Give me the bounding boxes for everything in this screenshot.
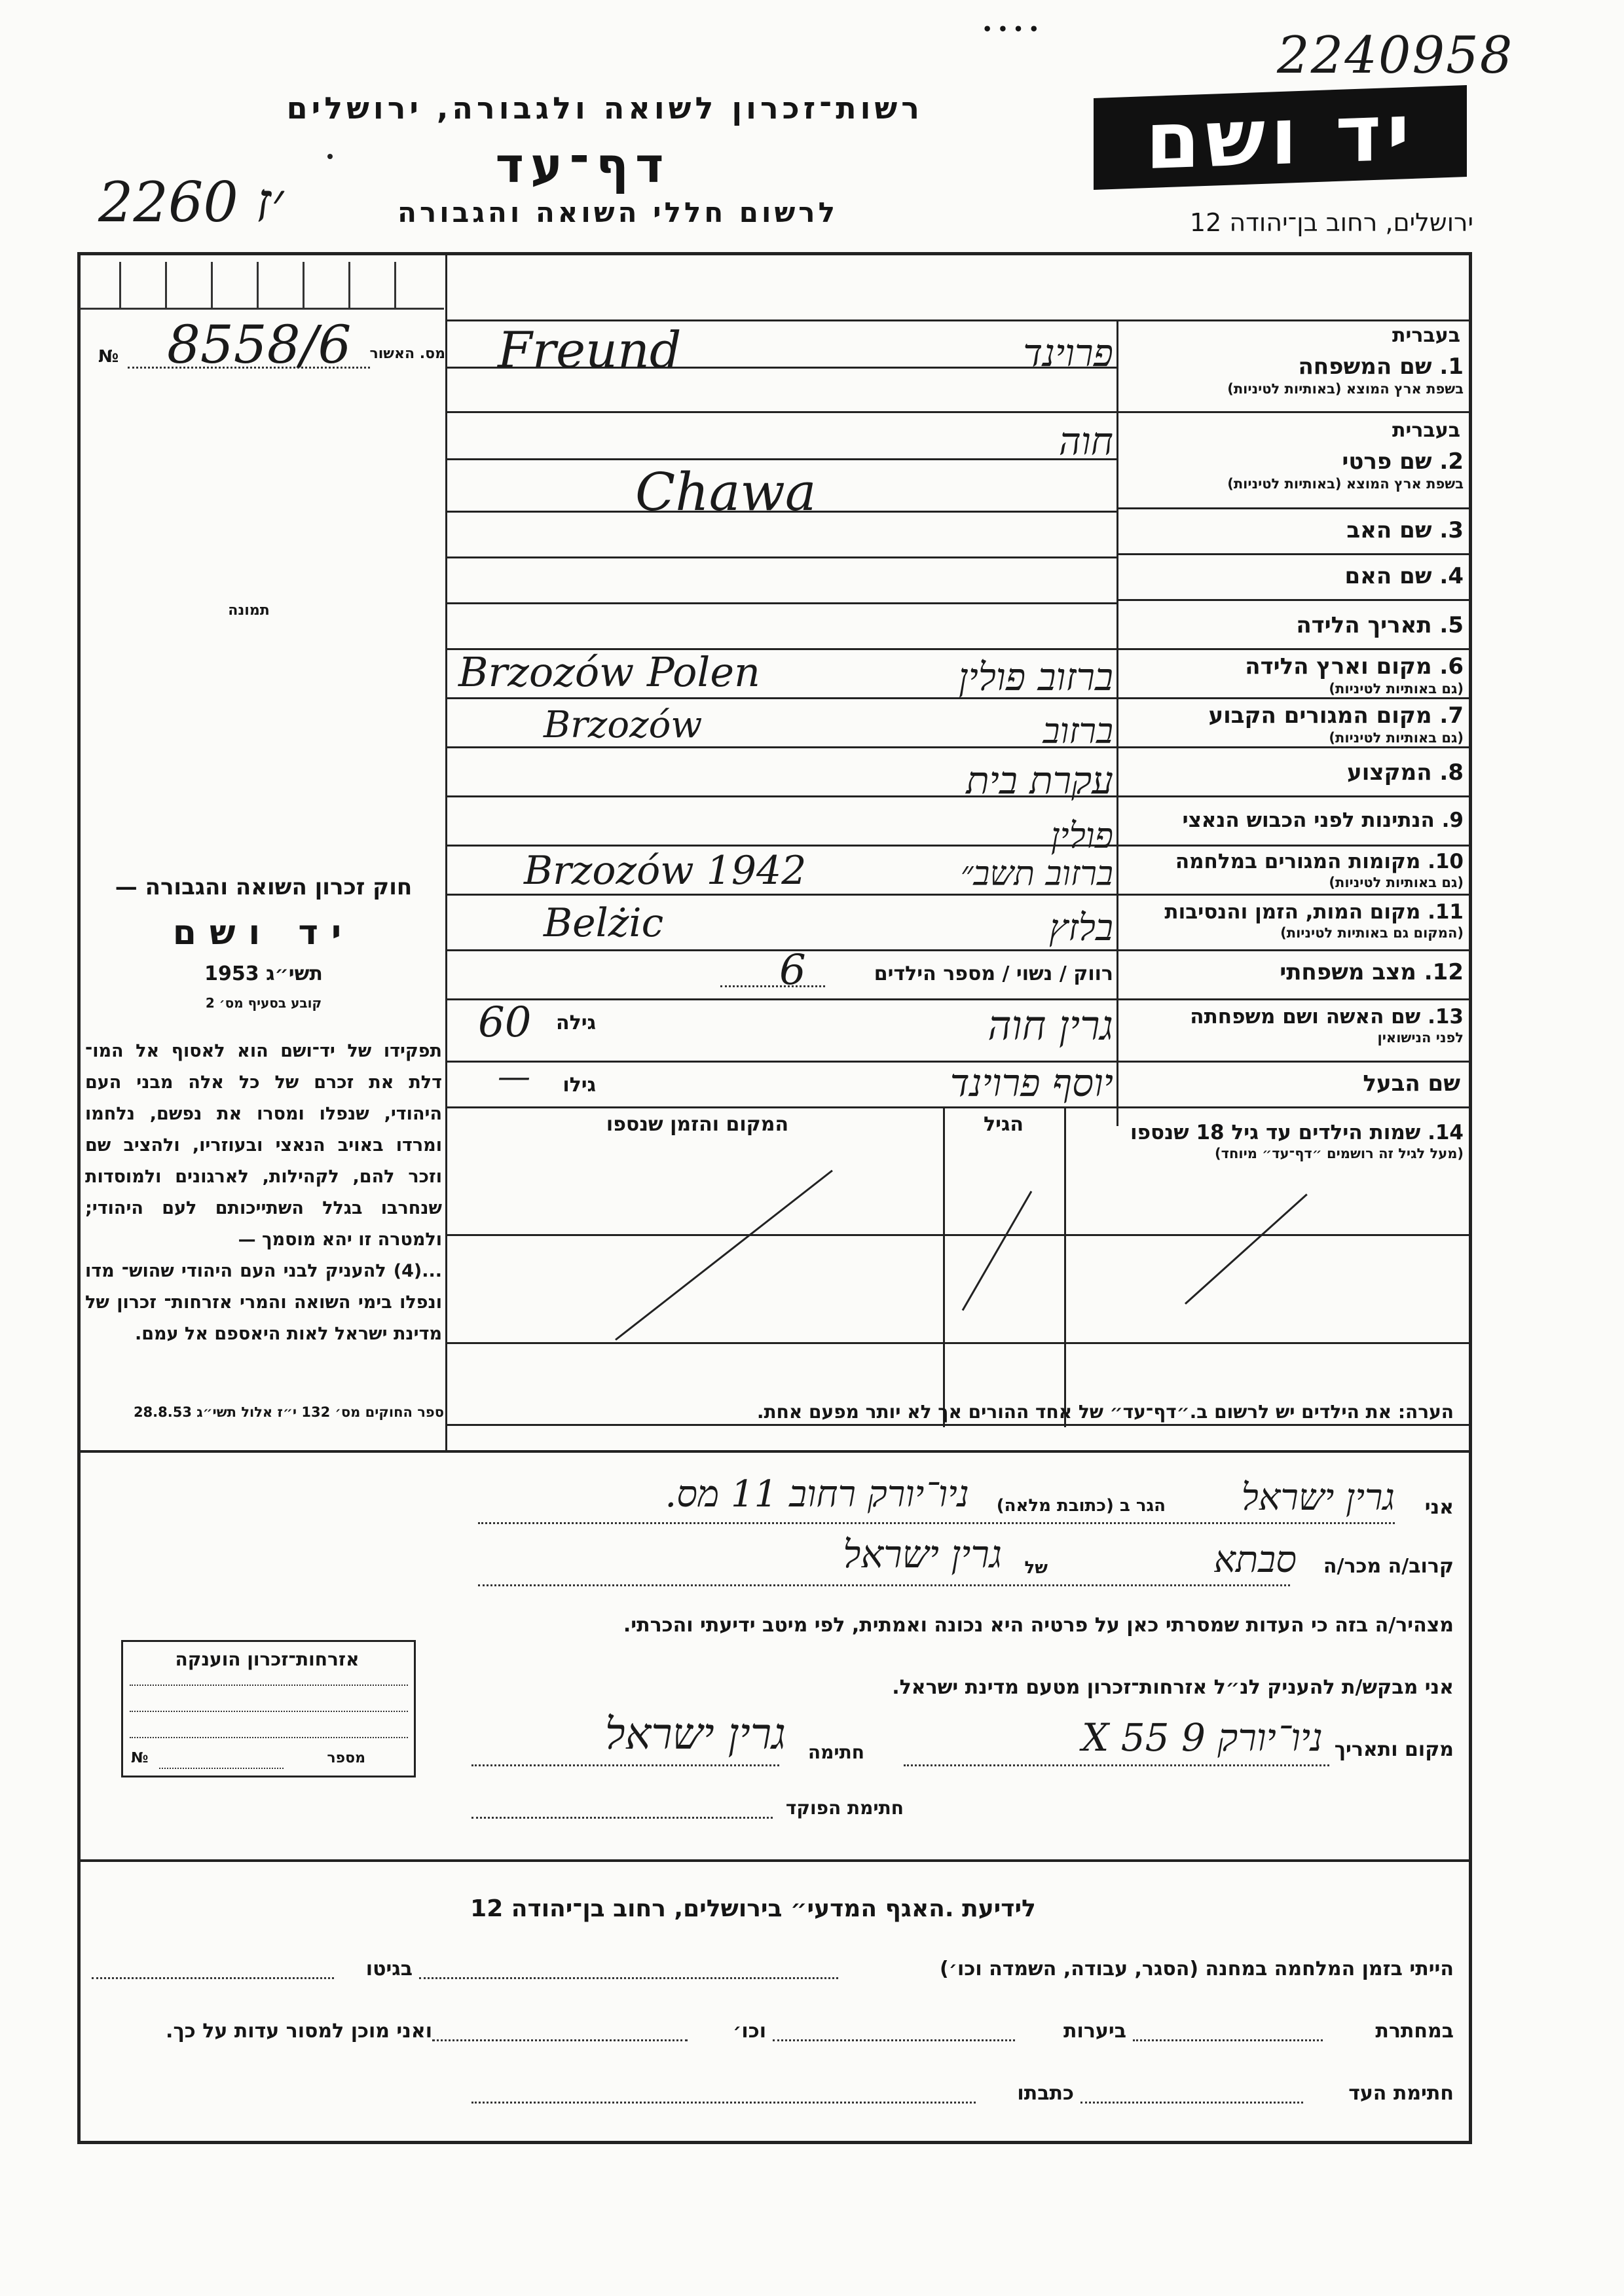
surname-hebrew-value: פרוינד	[1023, 331, 1113, 375]
clerk-sig-label: חתימת הפוקד	[785, 1797, 904, 1819]
residence-hebrew-value: ברזוב	[1043, 710, 1113, 752]
children-col-2	[1064, 1106, 1066, 1427]
profession-value: עקרת בית	[966, 758, 1113, 803]
field-14-label: 14. שמות הילדים עד גיל 18 שנספו (מעל לגיל זה רושמים ״דף־עד״ מיוחד)	[1130, 1121, 1464, 1161]
signature-value: גרין ישראל	[604, 1709, 786, 1759]
row-line-1	[1116, 411, 1472, 413]
footer-address-line	[471, 2102, 976, 2104]
wife-age-label: גילה	[556, 1011, 596, 1034]
residence-latin-value: Brzozów	[544, 704, 703, 746]
law-heading: חוק זכרון השואה והגבורה —	[115, 874, 413, 900]
decl-i-label: אני	[1424, 1496, 1454, 1519]
field-10-label: 10. מקומות המגורים במלחמה (גם באותיות לטיניות)	[1175, 850, 1464, 890]
citizenship-box-title: אזרחות־זכרון הוענקה	[175, 1649, 360, 1670]
footer-witness-sig: חתימת העד	[1348, 2082, 1454, 2105]
wartime-residence-hebrew: ברזוב תשב״	[960, 854, 1113, 894]
children-count-dots	[720, 985, 825, 987]
row-line-14	[445, 1106, 1472, 1108]
nationality-value: פולין	[1050, 815, 1113, 856]
birthplace-hebrew-value: ברזוב פולין	[958, 655, 1113, 699]
row-line-9	[1116, 845, 1472, 847]
form-title: דף־עד	[495, 137, 671, 194]
yad-vashem-logo: יד ושם	[1094, 85, 1467, 190]
row-line-11	[1116, 949, 1472, 951]
children-col-1	[943, 1106, 945, 1427]
place-date-line	[904, 1764, 1329, 1766]
row-line-6	[1116, 697, 1472, 699]
approval-value: 8558/6	[167, 314, 352, 375]
field-2-name: שם פרטי	[1342, 448, 1432, 475]
field-3-label: 3. שם האב	[1346, 517, 1464, 543]
footer-line-1: הייתי בזמן המלחמה במחנה (הסגר, עבודה, השמדה וכו׳)	[940, 1958, 1454, 1980]
field-1-hebrew-tag: בעברית	[1392, 324, 1460, 347]
place-date-label: מקום ותאריך	[1334, 1738, 1454, 1761]
note-text: הערה: את הילדים יש לרשום ב.״דף־עד״ של אחד ההורים אך לא יותר מפעם אחת.	[756, 1401, 1454, 1423]
citizenship-box	[121, 1640, 416, 1777]
children-row-2	[445, 1342, 1472, 1344]
law-clause: קובע בסעיף מס׳ 2	[205, 995, 322, 1011]
row-line-13	[1116, 1061, 1472, 1063]
field-13-label: 13. שם האשה ושם משפחתה לפני הנישואין	[1190, 1005, 1464, 1046]
children-count-value: 6	[779, 946, 806, 994]
value-line-2	[445, 411, 1116, 413]
field-4-label: 4. שם האם	[1344, 563, 1464, 589]
field-1-name: שם המשפחה	[1298, 354, 1432, 380]
footer-ghetto: בגיטו	[365, 1958, 413, 1980]
decl-line-2	[478, 1584, 1290, 1586]
footer-divider	[77, 1859, 1472, 1862]
firstname-latin-value: Chawa	[635, 462, 817, 522]
footer-etc: וכו׳	[733, 2020, 766, 2043]
law-name: יד ושם	[172, 913, 355, 953]
note-line-bottom	[77, 1450, 1472, 1453]
value-line-14	[445, 998, 1116, 1000]
footer-ghetto-line	[92, 1977, 334, 1979]
value-line-6	[445, 602, 1116, 604]
labels-divider	[1116, 321, 1118, 1126]
clerk-line	[471, 1817, 773, 1819]
row-line-10	[1116, 894, 1472, 896]
husband-name-value: יוסף פרוינד	[950, 1061, 1113, 1105]
row-line-7	[1116, 746, 1472, 748]
wife-age-value: 60	[478, 998, 532, 1047]
decl-resides-value: ניו־יורק רחוב 11 מס.	[665, 1473, 969, 1516]
footer-ready: ואני מוכן למסור עדות על כך.	[166, 2020, 432, 2043]
field-1-label	[1227, 354, 1464, 397]
law-text-2: ...(4) להעניק לבני העם היהודי שהוש־ מדו ונפלו בימי השואה והמרי אזרחות־ זכרון של מדינת ישראל לאות היאספם אל עמם.	[85, 1261, 442, 1344]
field-6-label: 6. מקום וארץ הלידה (גם באותיות לטיניות)	[1245, 653, 1464, 697]
field-9-label: 9. הנתינות לפני הכבוש הנאצי	[1182, 809, 1464, 832]
row-line-5	[1116, 648, 1472, 650]
children-col-place: המקום והזמן שנספו	[606, 1113, 789, 1136]
law-source: ספר החוקים מס׳ 132 י״ז אלול תשי״ג 28.8.53	[133, 1404, 444, 1420]
decl-of-label: של	[1024, 1558, 1048, 1578]
wife-name-value: גרין חוה	[987, 1002, 1113, 1049]
decl-statement: מצהיר/ה בזה כי העדות שמסרתי כאן על פרטיה היא נכונה ואמתית, לפי מיטב ידיעתי והכרתי.	[623, 1614, 1454, 1637]
signature-line	[471, 1764, 779, 1766]
row-line-8	[1116, 795, 1472, 797]
footer-camp-line	[419, 1977, 838, 1979]
footer-witness-line	[1080, 2102, 1303, 2104]
decl-relative-label: קרוב/ה מכר/ה	[1323, 1555, 1454, 1578]
value-line-12	[445, 894, 1116, 896]
firstname-hebrew-value: חוה	[1058, 419, 1113, 464]
death-place-latin: Belżic	[544, 900, 664, 946]
wartime-residence-latin: Brzozów 1942	[524, 848, 807, 894]
field-7-label: 7. מקום המגורים הקבוע (גם באותיות לטיניות)	[1208, 702, 1464, 746]
row-line-2	[1116, 507, 1472, 509]
row-line-4	[1116, 599, 1472, 601]
citizenship-no-symbol: №	[131, 1750, 149, 1766]
decl-i-value: גרין ישראל	[1241, 1476, 1395, 1519]
field-2-num: 2.	[1439, 448, 1464, 475]
footer-underground: במחתרת	[1375, 2020, 1454, 2043]
citizenship-number-label: מספר	[327, 1750, 365, 1766]
stamp-dot	[327, 154, 333, 159]
row-line-3	[1116, 553, 1472, 555]
field-2-hebrew-tag: בעברית	[1392, 419, 1460, 442]
husband-label: שם הבעל	[1363, 1070, 1460, 1097]
field-11-label: 11. מקום המות, הזמן והנסיבות (המקום גם באותיות לטיניות)	[1164, 900, 1464, 941]
footer-title: לידיעת .האגף המדעי״ בירושלים, רחוב בן־יהודה 12	[470, 1895, 1036, 1922]
law-year: תשי״ג 1953	[204, 962, 323, 985]
field-8-label: 8. המקצוע	[1347, 759, 1464, 786]
stamp-number: 2260 ׳ז	[98, 170, 284, 234]
value-line-5	[445, 556, 1116, 558]
header-address: ירושלים, רחוב בן־יהודה 12	[1189, 208, 1473, 237]
approval-label: מס. האשור	[369, 346, 445, 362]
law-text-1: תפקידו של יד־ושם הוא לאסוף אל המו־ דלת את זכרם של כל אלה מבני העם היהודי, שנפלו ומסרו את נפשם, נלחמו ומרדו באויב הנאצי ובעוזריו, ולהציב שם וזכר להם, לקהילות, לארגונים ולמוסדות שנחרבו בגלל השתייכותם לעם היהודי; ולמטרה זו יהא מוסמך —	[85, 1041, 442, 1250]
photo-label: תמונה	[228, 602, 270, 619]
footer-etc-line	[432, 2039, 688, 2041]
field-5-label: 5. תאריך הלידה	[1296, 612, 1464, 638]
corner-marks: • • • •	[982, 20, 1039, 39]
footer-address: כתבתו	[1017, 2082, 1074, 2105]
field-12-label: 12. מצב משפחתי	[1280, 959, 1464, 985]
footer-forests: ביערות	[1063, 2020, 1126, 2043]
footer-underground-line	[1133, 2039, 1323, 2041]
frame-divider	[445, 252, 447, 1451]
citizenship-request: אני מבקש/ת להעניק לנ״ל אזרחות־זכרון מטעם מדינת ישראל.	[892, 1676, 1454, 1699]
children-row-3	[445, 1424, 1472, 1426]
death-place-hebrew: בלזץ	[1049, 907, 1113, 949]
field-1-sub: בשפת ארץ המוצא (באותיות לטיניות)	[1227, 381, 1464, 397]
footer-forests-line	[773, 2039, 1015, 2041]
decl-line-1	[478, 1522, 1395, 1524]
form-subtitle: לרשום חללי השואה והגבורה	[397, 196, 838, 228]
marital-options: רווק / נשוי / מספר הילדים	[874, 962, 1113, 985]
archive-number: 2240958	[1277, 26, 1514, 85]
field-2-label	[1227, 448, 1464, 492]
husband-age-value: —	[498, 1057, 530, 1095]
place-date-value: ניו־יורק 9 X 55	[1081, 1715, 1323, 1760]
signature-label: חתימה	[807, 1741, 864, 1763]
decl-resides-label: הגר ב (כתובת מלאה)	[996, 1496, 1166, 1516]
decl-relative-value: סבתא	[1213, 1539, 1297, 1581]
birthplace-latin-value: Brzozów Polen	[458, 648, 760, 696]
field-2-sub: בשפת ארץ המוצא (באותיות לטיניות)	[1227, 476, 1464, 492]
authority-line: רשות־זכרון לשואה ולגבורה, ירושלים	[286, 90, 923, 126]
field-1-num: 1.	[1439, 354, 1464, 380]
row-line-12	[1116, 998, 1472, 1000]
approval-no-symbol: №	[98, 347, 119, 367]
surname-latin-value: Freund	[498, 321, 682, 379]
children-col-age: הגיל	[984, 1113, 1024, 1136]
husband-age-label: גילו	[563, 1074, 596, 1097]
decl-of-value: גרין ישראל	[843, 1532, 1002, 1576]
children-row-1	[445, 1234, 1472, 1236]
code-boxes	[80, 262, 444, 308]
